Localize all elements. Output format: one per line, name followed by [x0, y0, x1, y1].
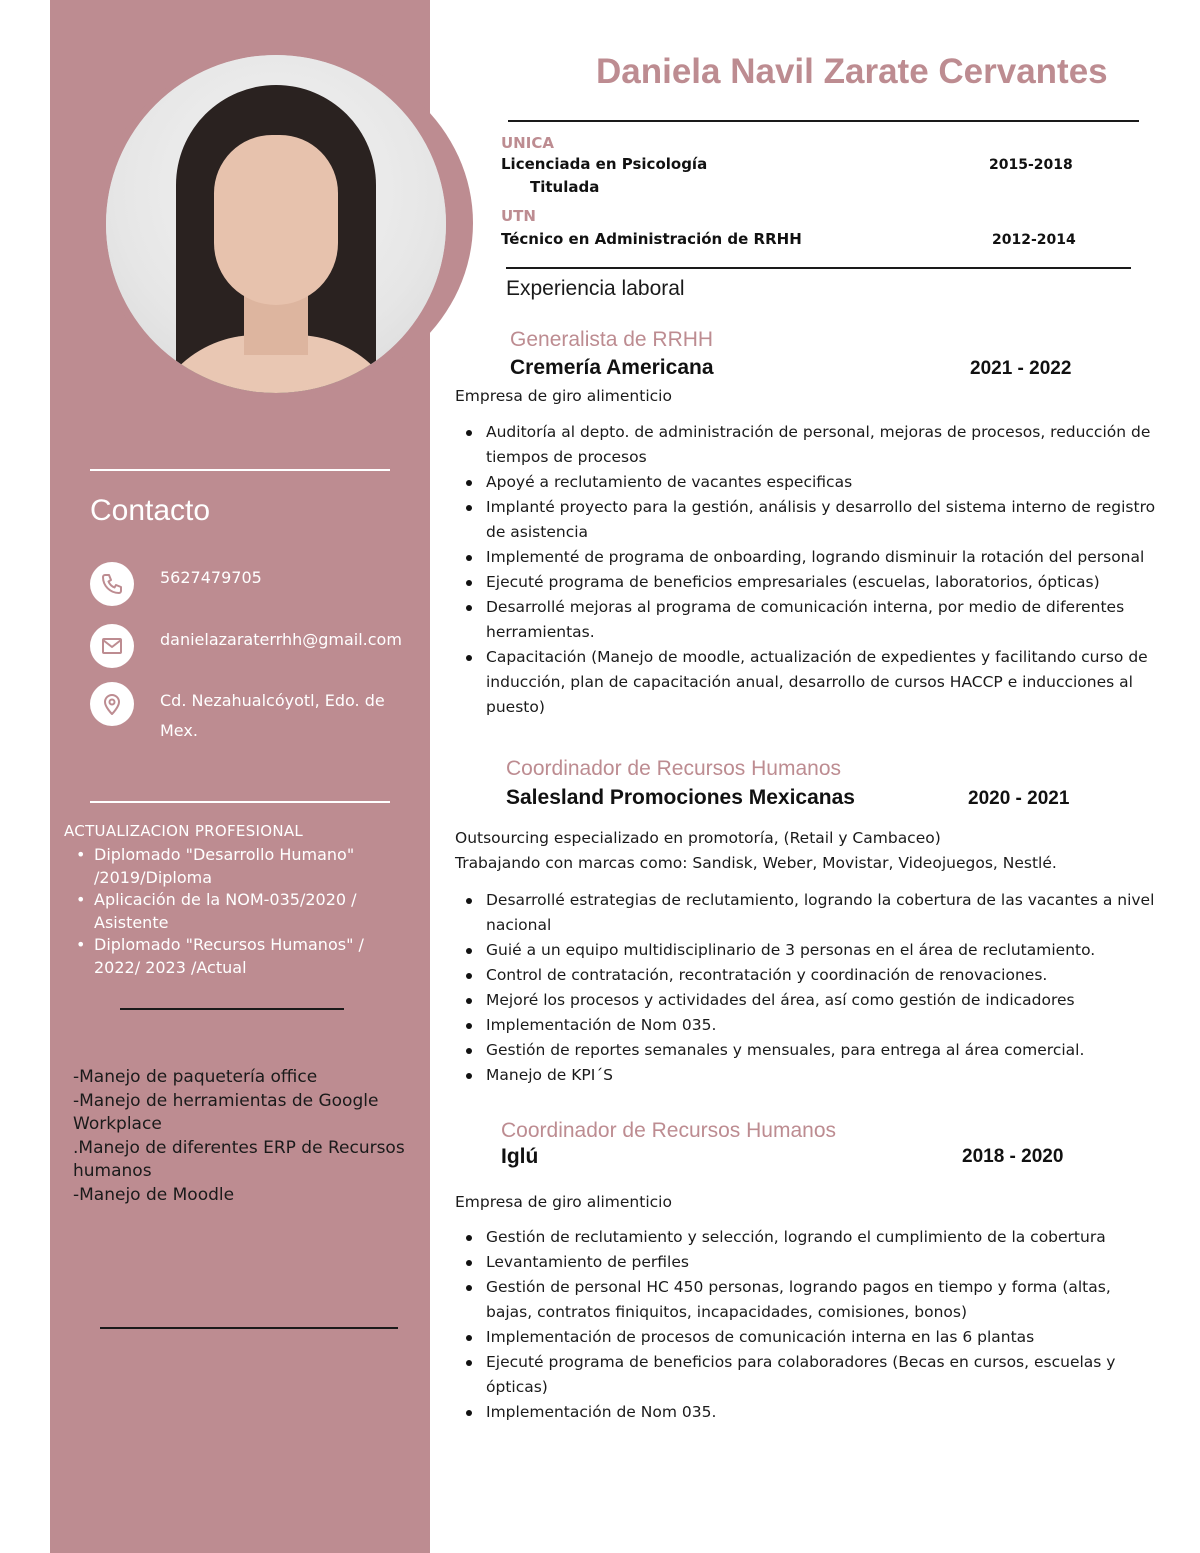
list-item: Levantamiento de perfiles — [486, 1250, 1161, 1275]
job-bullets — [486, 1225, 1161, 1425]
updates-divider — [90, 801, 390, 803]
list-item: Implementación de Nom 035. — [486, 1400, 1161, 1425]
contact-phone[interactable]: 5627479705 — [160, 568, 262, 587]
contact-divider — [90, 469, 390, 471]
job-company: Iglú — [501, 1145, 539, 1168]
header-divider — [508, 120, 1139, 122]
edu-degree: Técnico en Administración de RRHH — [501, 230, 802, 248]
skills-list — [73, 1066, 418, 1207]
skill-item: .Manejo de diferentes ERP de Recursos humanos — [73, 1137, 405, 1181]
list-item: Mejoré los procesos y actividades del área, así como gestión de indicadores — [486, 988, 1161, 1013]
list-item: Implanté proyecto para la gestión, análisis y desarrollo del sistema interno de registro de asistencia — [486, 495, 1161, 545]
list-item: • Aplicación de la NOM-035/2020 / Asistente — [94, 889, 394, 934]
list-item: • Diplomado "Desarrollo Humano" /2019/Diploma — [94, 844, 394, 889]
job-years: 2020 - 2021 — [968, 788, 1070, 809]
job-description: Trabajando con marcas como: Sandisk, Weber, Movistar, Videojuegos, Nestlé. — [455, 854, 1057, 872]
job-role: Coordinador de Recursos Humanos — [501, 1119, 837, 1142]
list-item: Capacitación (Manejo de moodle, actualización de expedientes y facilitando curso de inducción, plan de capacitación anual, desarrollo de cursos HACCP e inducciones al puesto) — [486, 645, 1161, 720]
edu-degree: Licenciada en Psicología — [501, 155, 708, 173]
list-item: Desarrollé mejoras al programa de comunicación interna, por medio de diferentes herramientas. — [486, 595, 1161, 645]
skill-item: -Manejo de paquetería office — [73, 1067, 318, 1087]
list-item: Ejecuté programa de beneficios para colaboradores (Becas en cursos, escuelas y ópticas) — [486, 1350, 1161, 1400]
bottom-divider — [100, 1327, 398, 1329]
contact-title: Contacto — [90, 494, 211, 527]
job-description: Outsourcing especializado en promotoría, (Retail y Cambaceo) — [455, 829, 941, 847]
job-bullets — [486, 888, 1161, 1088]
edu-years: 2012-2014 — [992, 232, 1076, 248]
contact-email[interactable]: danielazaraterrhh@gmail.com — [160, 630, 402, 649]
contact-address: Cd. Nezahualcóyotl, Edo. de Mex. — [160, 691, 385, 740]
candidate-name: Daniela Navil Zarate Cervantes — [596, 52, 1108, 91]
job-description: Empresa de giro alimenticio — [455, 387, 672, 405]
job-company: Cremería Americana — [510, 356, 714, 379]
phone-icon — [90, 562, 134, 606]
job-role: Coordinador de Recursos Humanos — [506, 757, 842, 780]
edu-years: 2015-2018 — [989, 157, 1073, 173]
skill-item: -Manejo de herramientas de Google Workplace — [73, 1090, 379, 1134]
list-item: Gestión de reportes semanales y mensuales, para entrega al área comercial. — [486, 1038, 1161, 1063]
list-item: Apoyé a reclutamiento de vacantes especificas — [486, 470, 1161, 495]
profile-photo — [106, 55, 446, 393]
education-divider — [506, 267, 1131, 269]
location-pin-icon — [90, 682, 134, 726]
list-item: Desarrollé estrategias de reclutamiento, logrando la cobertura de las vacantes a nivel nacional — [486, 888, 1161, 938]
updates-list — [94, 844, 394, 979]
list-item: Gestión de reclutamiento y selección, logrando el cumplimiento de la cobertura — [486, 1225, 1161, 1250]
skill-item: -Manejo de Moodle — [73, 1184, 235, 1205]
list-item: Gestión de personal HC 450 personas, logrando pagos en tiempo y forma (altas, bajas, contratos finiquitos, incapacidades, comisiones, bonos) — [486, 1275, 1161, 1325]
list-item: Ejecuté programa de beneficios empresariales (escuelas, laboratorios, ópticas) — [486, 570, 1161, 595]
edu-institution: UNICA — [501, 134, 554, 152]
list-item: Implementé de programa de onboarding, logrando disminuir la rotación del personal — [486, 545, 1161, 570]
mail-icon — [90, 624, 134, 668]
list-item: Auditoría al depto. de administración de personal, mejoras de procesos, reducción de tiempos de procesos — [486, 420, 1161, 470]
job-years: 2021 - 2022 — [970, 358, 1072, 379]
experience-title: Experiencia laboral — [506, 277, 685, 300]
skills-divider — [120, 1008, 344, 1010]
edu-institution: UTN — [501, 207, 536, 225]
list-item: • Diplomado "Recursos Humanos" / 2022/ 2023 /Actual — [94, 934, 394, 979]
job-description: Empresa de giro alimenticio — [455, 1193, 672, 1211]
list-item: Implementación de Nom 035. — [486, 1013, 1161, 1038]
list-item: Implementación de procesos de comunicación interna en las 6 plantas — [486, 1325, 1161, 1350]
job-role: Generalista de RRHH — [510, 328, 714, 351]
updates-title: ACTUALIZACION PROFESIONAL — [64, 822, 304, 840]
job-bullets — [486, 420, 1161, 720]
list-item: Manejo de KPI´S — [486, 1063, 1161, 1088]
list-item: Guié a un equipo multidisciplinario de 3 personas en el área de reclutamiento. — [486, 938, 1161, 963]
list-item: Control de contratación, recontratación y coordinación de renovaciones. — [486, 963, 1161, 988]
job-years: 2018 - 2020 — [962, 1146, 1064, 1167]
job-company: Salesland Promociones Mexicanas — [506, 786, 855, 809]
edu-status: Titulada — [530, 178, 600, 196]
